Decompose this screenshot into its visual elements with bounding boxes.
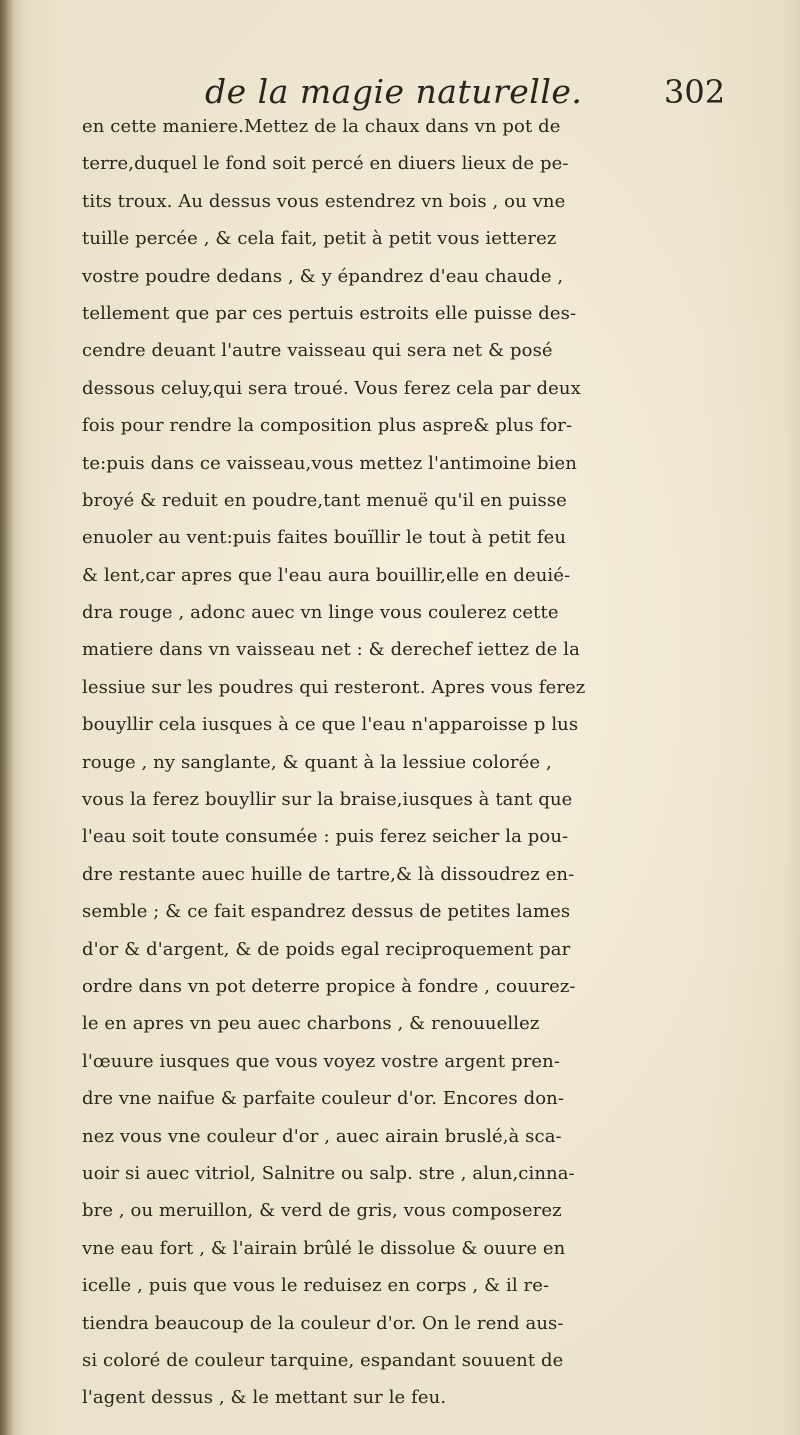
text-line: & lent,car apres que l'eau aura bouillir,elle en deuié- [82,564,571,586]
text-line: d'or & d'argent, & de poids egal reciproquement par [82,938,571,960]
text-line: fois pour rendre la composition plus aspre& plus for- [82,415,573,437]
text-line: terre,duquel le fond soit percé en diuers lieux de pe- [82,153,569,175]
text-line: cendre deuant l'autre vaisseau qui sera net & posé [82,340,553,362]
running-title: de la magie naturelle. [205,72,583,111]
text-line: semble ; & ce fait espandrez dessus de petites lames [82,901,571,923]
text-line: l'eau soit toute consumée : puis ferez seicher la pou- [82,826,569,848]
text-line: matiere dans vn vaisseau net : & derechef iettez de la [82,639,580,661]
text-line: si coloré de couleur tarquine, espandant souuent de [82,1349,564,1371]
text-line: ordre dans vn pot deterre propice à fondre , couurez- [82,975,576,997]
text-line: tits troux. Au dessus vous estendrez vn bois , ou vne [82,190,566,212]
text-line: bre , ou meruillon, & verd de gris, vous composerez [82,1200,562,1222]
text-line: vne eau fort , & l'airain brûlé le dissolue & ouure en [82,1237,566,1259]
text-line: enuoler au vent:puis faites bouïllir le tout à petit feu [82,527,567,549]
text-line: bouyllir cela iusques à ce que l'eau n'apparoisse p lus [82,714,579,736]
text-line: en cette maniere.Mettez de la chaux dans vn pot de [82,116,561,137]
text-line: tiendra beaucoup de la couleur d'or. On le rend aus- [82,1312,564,1334]
text-line: vous la ferez bouyllir sur la braise,iusques à tant que [82,789,573,811]
page-header [0,72,800,112]
text-line: tellement que par ces pertuis estroits elle puisse des- [82,302,577,324]
text-line: le en apres vn peu auec charbons , & renouuellez [82,1013,540,1035]
text-line: nez vous vne couleur d'or , auec airain bruslé,à sca- [82,1125,562,1147]
text-line: icelle , puis que vous le reduisez en corps , & il re- [82,1275,550,1297]
text-line: dre vne naifue & parfaite couleur d'or. Encores don- [82,1088,565,1110]
body-text [82,108,792,1417]
text-line: te:puis dans ce vaisseau,vous mettez l'antimoine bien [82,452,577,474]
text-line: vostre poudre dedans , & y épandrez d'eau chaude , [82,265,564,287]
text-line: dra rouge , adonc auec vn linge vous coulerez cette [82,602,559,624]
text-line: broyé & reduit en poudre,tant menuë qu'il en puisse [82,489,567,511]
page-gutter-shadow [0,0,14,1435]
text-line: dessous celuy,qui sera troué. Vous ferez cela par deux [82,377,581,399]
text-line: lessiue sur les poudres qui resteront. Apres vous ferez [82,676,586,698]
text-line: dre restante auec huille de tartre,& là dissoudrez en- [82,863,575,885]
text-line: tuille percée , & cela fait, petit à petit vous ietterez [82,228,557,250]
text-line: l'agent dessus , & le mettant sur le feu. [82,1387,447,1409]
page-number: 302 [664,73,726,111]
text-line: l'œuure iusques que vous voyez vostre argent pren- [82,1050,561,1072]
text-line: rouge , ny sanglante, & quant à la lessiue colorée , [82,751,552,773]
text-line: uoir si auec vitriol, Salnitre ou salp. stre , alun,cinna- [82,1162,575,1184]
